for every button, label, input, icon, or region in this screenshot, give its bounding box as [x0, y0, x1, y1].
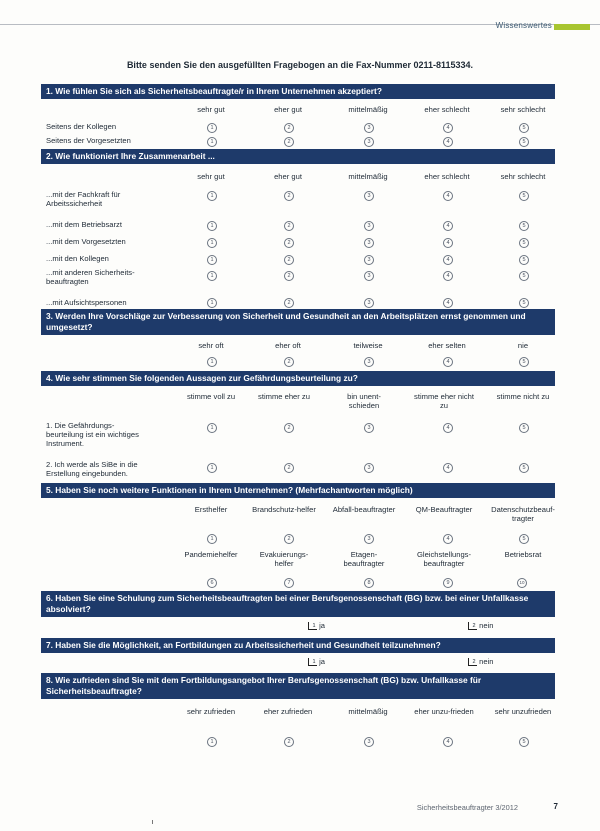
radio-option[interactable]: 1	[207, 357, 217, 367]
checkbox-option[interactable]: 6	[207, 578, 217, 588]
radio-option[interactable]: 1	[207, 463, 217, 473]
question-4-title: 4. Wie sehr stimmen Sie folgenden Aussagen zur Gefährdungsbeurteilung zu?	[41, 371, 555, 386]
q4-col-3: bin unent-schieden	[347, 392, 381, 410]
publication-footer: Sicherheitsbeauftragter 3/2012	[416, 803, 518, 812]
checkbox-option[interactable]: 1	[207, 534, 217, 544]
radio-option[interactable]: 5	[519, 238, 529, 248]
q2-row-sibe: ...mit anderen Sicherheits-beauftragten	[46, 268, 135, 286]
page-number: 7	[553, 802, 558, 811]
q1-col-2: eher gut	[274, 105, 302, 114]
radio-option[interactable]: 1	[207, 191, 217, 201]
radio-option[interactable]: 1	[207, 737, 217, 747]
radio-option[interactable]: 5	[519, 463, 529, 473]
q8-col-4: eher unzu-frieden	[414, 707, 474, 716]
radio-option[interactable]: 3	[364, 238, 374, 248]
question-5	[41, 483, 555, 598]
radio-option[interactable]: 4	[443, 737, 453, 747]
q1-col-1: sehr gut	[197, 105, 225, 114]
radio-option[interactable]: 2	[284, 191, 294, 201]
radio-option[interactable]: 4	[443, 137, 453, 147]
q2-col-4: eher schlecht	[424, 172, 470, 181]
q5-opt-1: Ersthelfer	[194, 505, 228, 514]
question-3-title: 3. Werden Ihre Vorschläge zur Verbesserung von Sicherheit und Gesundheit an den Arbeitsplätzen ernst genommen und umgesetzt?	[41, 309, 555, 335]
fax-instruction: Bitte senden Sie den ausgefüllten Fragebogen an die Fax-Nummer 0211-8115334.	[126, 60, 474, 70]
question-1-title: 1. Wie fühlen Sie sich als Sicherheitsbeauftragte/r in Ihrem Unternehmen akzeptiert?	[41, 84, 555, 99]
radio-option[interactable]: 5	[519, 123, 529, 133]
radio-option[interactable]: 1	[207, 271, 217, 281]
question-1	[41, 84, 555, 147]
q2-row-fachkraft: ...mit der Fachkraft für Arbeitssicherheit	[46, 190, 121, 208]
q4-col-4: stimme eher nicht zu	[414, 392, 474, 410]
radio-option[interactable]: 5	[519, 191, 529, 201]
q5-opt-10: Betriebsrat	[504, 550, 542, 559]
q1-col-5: sehr schlecht	[500, 105, 546, 114]
question-7	[41, 638, 555, 671]
radio-option[interactable]: 5	[519, 737, 529, 747]
checkbox-option[interactable]: 3	[364, 534, 374, 544]
checkbox-icon: 2	[468, 622, 477, 630]
checkbox-option[interactable]: 9	[443, 578, 453, 588]
question-6-title: 6. Haben Sie eine Schulung zum Sicherheitsbeauftragten bei einer Berufsgenossenschaft (BG) bzw. bei einer Unfallkasse absolviert?	[41, 591, 555, 617]
question-8	[41, 673, 555, 779]
radio-option[interactable]: 2	[284, 123, 294, 133]
checkbox-option[interactable]: 7	[284, 578, 294, 588]
radio-option[interactable]: 1	[207, 298, 217, 308]
q1-col-3: mittelmäßig	[348, 105, 388, 114]
radio-option[interactable]: 3	[364, 221, 374, 231]
checkbox-option[interactable]: 4	[443, 534, 453, 544]
q5-opt-3: Abfall-beauftragter	[332, 505, 396, 514]
radio-option[interactable]: 3	[364, 191, 374, 201]
radio-option[interactable]: 4	[443, 271, 453, 281]
q7-yes[interactable]	[308, 657, 325, 666]
radio-option[interactable]: 1	[207, 238, 217, 248]
q2-col-1: sehr gut	[197, 172, 225, 181]
radio-option[interactable]: 2	[284, 463, 294, 473]
question-4	[41, 371, 555, 486]
q4-col-1: stimme voll zu	[186, 392, 236, 401]
radio-option[interactable]: 2	[284, 255, 294, 265]
radio-option[interactable]: 4	[443, 357, 453, 367]
q4-statement-2: 2. Ich werde als SiBe in die Erstellung eingebunden.	[46, 460, 138, 478]
question-7-title: 7. Haben Sie die Möglichkeit, an Fortbildungen zu Arbeitssicherheit und Gesundheit teilzunehmen?	[41, 638, 555, 653]
radio-option[interactable]: 4	[443, 423, 453, 433]
checkbox-option[interactable]: 8	[364, 578, 374, 588]
q5-opt-9: Gleichstellungs-beauftragter	[416, 550, 472, 568]
radio-option[interactable]: 5	[519, 271, 529, 281]
radio-option[interactable]: 2	[284, 357, 294, 367]
radio-option[interactable]: 1	[207, 137, 217, 147]
q5-opt-7: Evakuierungs-helfer	[259, 550, 309, 568]
radio-option[interactable]: 3	[364, 255, 374, 265]
question-8-title: 8. Wie zufrieden sind Sie mit dem Fortbildungsangebot Ihrer Berufsgenossenschaft (BG) bzw. Unfallkasse für Sicherheitsbeauftragte?	[41, 673, 555, 699]
radio-option[interactable]: 5	[519, 298, 529, 308]
radio-option[interactable]: 2	[284, 423, 294, 433]
scan-mark	[152, 820, 153, 824]
radio-option[interactable]: 3	[364, 137, 374, 147]
radio-option[interactable]: 2	[284, 238, 294, 248]
radio-option[interactable]: 2	[284, 137, 294, 147]
radio-option[interactable]: 1	[207, 423, 217, 433]
radio-option[interactable]: 2	[284, 737, 294, 747]
radio-option[interactable]: 5	[519, 255, 529, 265]
q3-col-2: eher oft	[275, 341, 301, 350]
checkbox-icon: 1	[308, 658, 317, 666]
q5-opt-5: Datenschutzbeauf-tragter	[491, 505, 555, 523]
radio-option[interactable]: 4	[443, 298, 453, 308]
q2-row-vorgesetzter: ...mit dem Vorgesetzten	[46, 237, 126, 246]
question-3	[41, 309, 555, 367]
q5-opt-2: Brandschutz-helfer	[252, 505, 316, 514]
radio-option[interactable]: 2	[284, 221, 294, 231]
q4-statement-1: 1. Die Gefährdungs-beurteilung ist ein wichtiges Instrument.	[46, 421, 139, 448]
radio-option[interactable]: 1	[207, 221, 217, 231]
radio-option[interactable]: 4	[443, 238, 453, 248]
radio-option[interactable]: 3	[364, 357, 374, 367]
q6-no[interactable]	[468, 621, 493, 630]
q8-col-3: mittelmäßig	[348, 707, 388, 716]
checkbox-option[interactable]: 2	[284, 534, 294, 544]
checkbox-option[interactable]: 5	[519, 534, 529, 544]
radio-option[interactable]: 4	[443, 191, 453, 201]
q5-opt-6: Pandemiehelfer	[184, 550, 238, 559]
question-2	[41, 149, 555, 310]
q3-col-5: nie	[517, 341, 529, 350]
radio-option[interactable]: 4	[443, 463, 453, 473]
question-6	[41, 591, 555, 635]
q7-no-label: nein	[479, 657, 494, 666]
q8-col-1: sehr zufrieden	[186, 707, 236, 716]
q8-col-2: eher zufrieden	[263, 707, 313, 716]
checkbox-icon: 2	[468, 658, 477, 666]
radio-option[interactable]: 3	[364, 123, 374, 133]
radio-option[interactable]: 3	[364, 737, 374, 747]
radio-option[interactable]: 5	[519, 423, 529, 433]
checkbox-option[interactable]: 10	[517, 578, 527, 588]
radio-option[interactable]: 5	[519, 221, 529, 231]
section-tag: Wissenswertes	[495, 21, 552, 30]
q3-col-1: sehr oft	[198, 341, 224, 350]
q7-yes-label: ja	[319, 657, 326, 666]
q5-opt-8: Etagen-beauftragter	[343, 550, 385, 568]
radio-option[interactable]: 3	[364, 423, 374, 433]
q2-col-5: sehr schlecht	[500, 172, 546, 181]
q4-col-2: stimme eher zu	[258, 392, 310, 401]
q1-row-superiors: Seitens der Vorgesetzten	[46, 136, 131, 145]
section-accent-bar	[554, 24, 590, 30]
q3-col-3: teilweise	[353, 341, 383, 350]
q6-no-label: nein	[479, 621, 494, 630]
radio-option[interactable]: 4	[443, 255, 453, 265]
radio-option[interactable]: 3	[364, 298, 374, 308]
q2-col-2: eher gut	[274, 172, 302, 181]
q4-col-5: stimme nicht zu	[496, 392, 550, 401]
radio-option[interactable]: 1	[207, 123, 217, 133]
q8-col-5: sehr unzufrieden	[494, 707, 552, 716]
radio-option[interactable]: 1	[207, 255, 217, 265]
radio-option[interactable]: 5	[519, 357, 529, 367]
radio-option[interactable]: 4	[443, 123, 453, 133]
q2-row-aufsicht: ...mit Aufsichtspersonen	[46, 298, 127, 307]
q1-row-colleagues: Seitens der Kollegen	[46, 122, 117, 131]
radio-option[interactable]: 4	[443, 221, 453, 231]
q2-row-kollegen: ...mit den Kollegen	[46, 254, 109, 263]
q7-no[interactable]	[468, 657, 493, 666]
q5-opt-4: QM-Beauftragter	[415, 505, 473, 514]
q3-col-4: eher selten	[428, 341, 466, 350]
q6-yes-label: ja	[319, 621, 326, 630]
q6-yes[interactable]	[308, 621, 325, 630]
q1-col-4: eher schlecht	[424, 105, 470, 114]
radio-option[interactable]: 2	[284, 271, 294, 281]
question-2-title: 2. Wie funktioniert Ihre Zusammenarbeit ...	[41, 149, 555, 164]
radio-option[interactable]: 3	[364, 271, 374, 281]
q2-col-3: mittelmäßig	[348, 172, 388, 181]
radio-option[interactable]: 3	[364, 463, 374, 473]
radio-option[interactable]: 5	[519, 137, 529, 147]
checkbox-icon: 1	[308, 622, 317, 630]
q2-row-betriebsarzt: ...mit dem Betriebsarzt	[46, 220, 122, 229]
radio-option[interactable]: 2	[284, 298, 294, 308]
question-5-title: 5. Haben Sie noch weitere Funktionen in Ihrem Unternehmen? (Mehrfachantworten möglich)	[41, 483, 555, 498]
